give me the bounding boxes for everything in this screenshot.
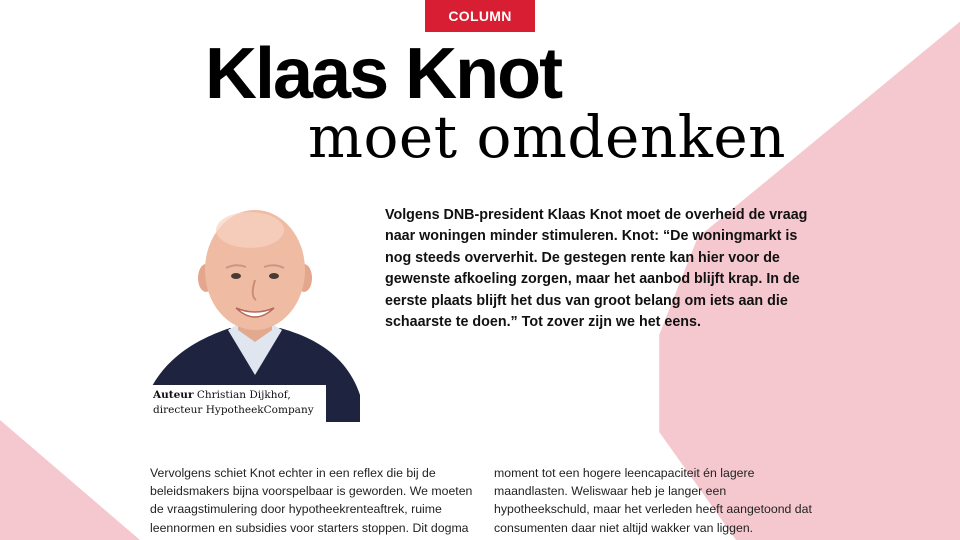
author-role: directeur HypotheekCompany: [153, 404, 314, 416]
author-caption: [150, 385, 326, 422]
body-line: Vervolgens schiet Knot echter in een reflex die bij de: [150, 466, 436, 480]
intro-line: Volgens DNB-president Klaas Knot moet de overheid de vraag: [385, 207, 808, 223]
intro-line: naar woningen minder stimuleren. Knot: “De woningmarkt is: [385, 228, 798, 245]
author-label: Auteur: [153, 389, 194, 401]
intro-line: eerste plaats blijft het dus van groot belang om iets aan die: [385, 292, 788, 309]
body-column-1: [150, 464, 473, 537]
intro-line: nog steeds oververhit. De gestegen rente kan hier voor de: [385, 249, 780, 266]
body-column-2: [494, 464, 814, 537]
body-line: consumenten daar niet altijd wakker van liggen.: [494, 520, 754, 535]
column-tag: COLUMN: [425, 0, 535, 32]
intro-line: schaarste te doen.” Tot zover zijn we het eens.: [385, 314, 701, 331]
intro-line: gewenste afkoeling zorgen, maar het aanbod blijft krap. In de: [385, 271, 800, 288]
headline-line-1: Klaas Knot: [205, 34, 562, 114]
background-shape-left: [0, 420, 140, 540]
body-line: moment tot een hogere leencapaciteit én lagere: [494, 466, 755, 480]
intro-paragraph: [385, 205, 815, 333]
body-line: de vraagstimulering door hypotheekrenteaftrek, ruime: [150, 502, 442, 517]
headline-line-2: moet omdenken: [308, 103, 787, 171]
body-line: hypotheekschuld, maar het verleden heeft aangetoond dat: [494, 502, 812, 517]
body-line: leennormen en subsidies voor starters stoppen. Dit dogma: [150, 520, 469, 535]
author-name: Christian Dijkhof,: [196, 389, 291, 401]
body-line: maandlasten. Weliswaar heb je langer een: [494, 484, 727, 499]
body-line: beleidsmakers bijna voorspelbaar is geworden. We moeten: [150, 484, 473, 499]
